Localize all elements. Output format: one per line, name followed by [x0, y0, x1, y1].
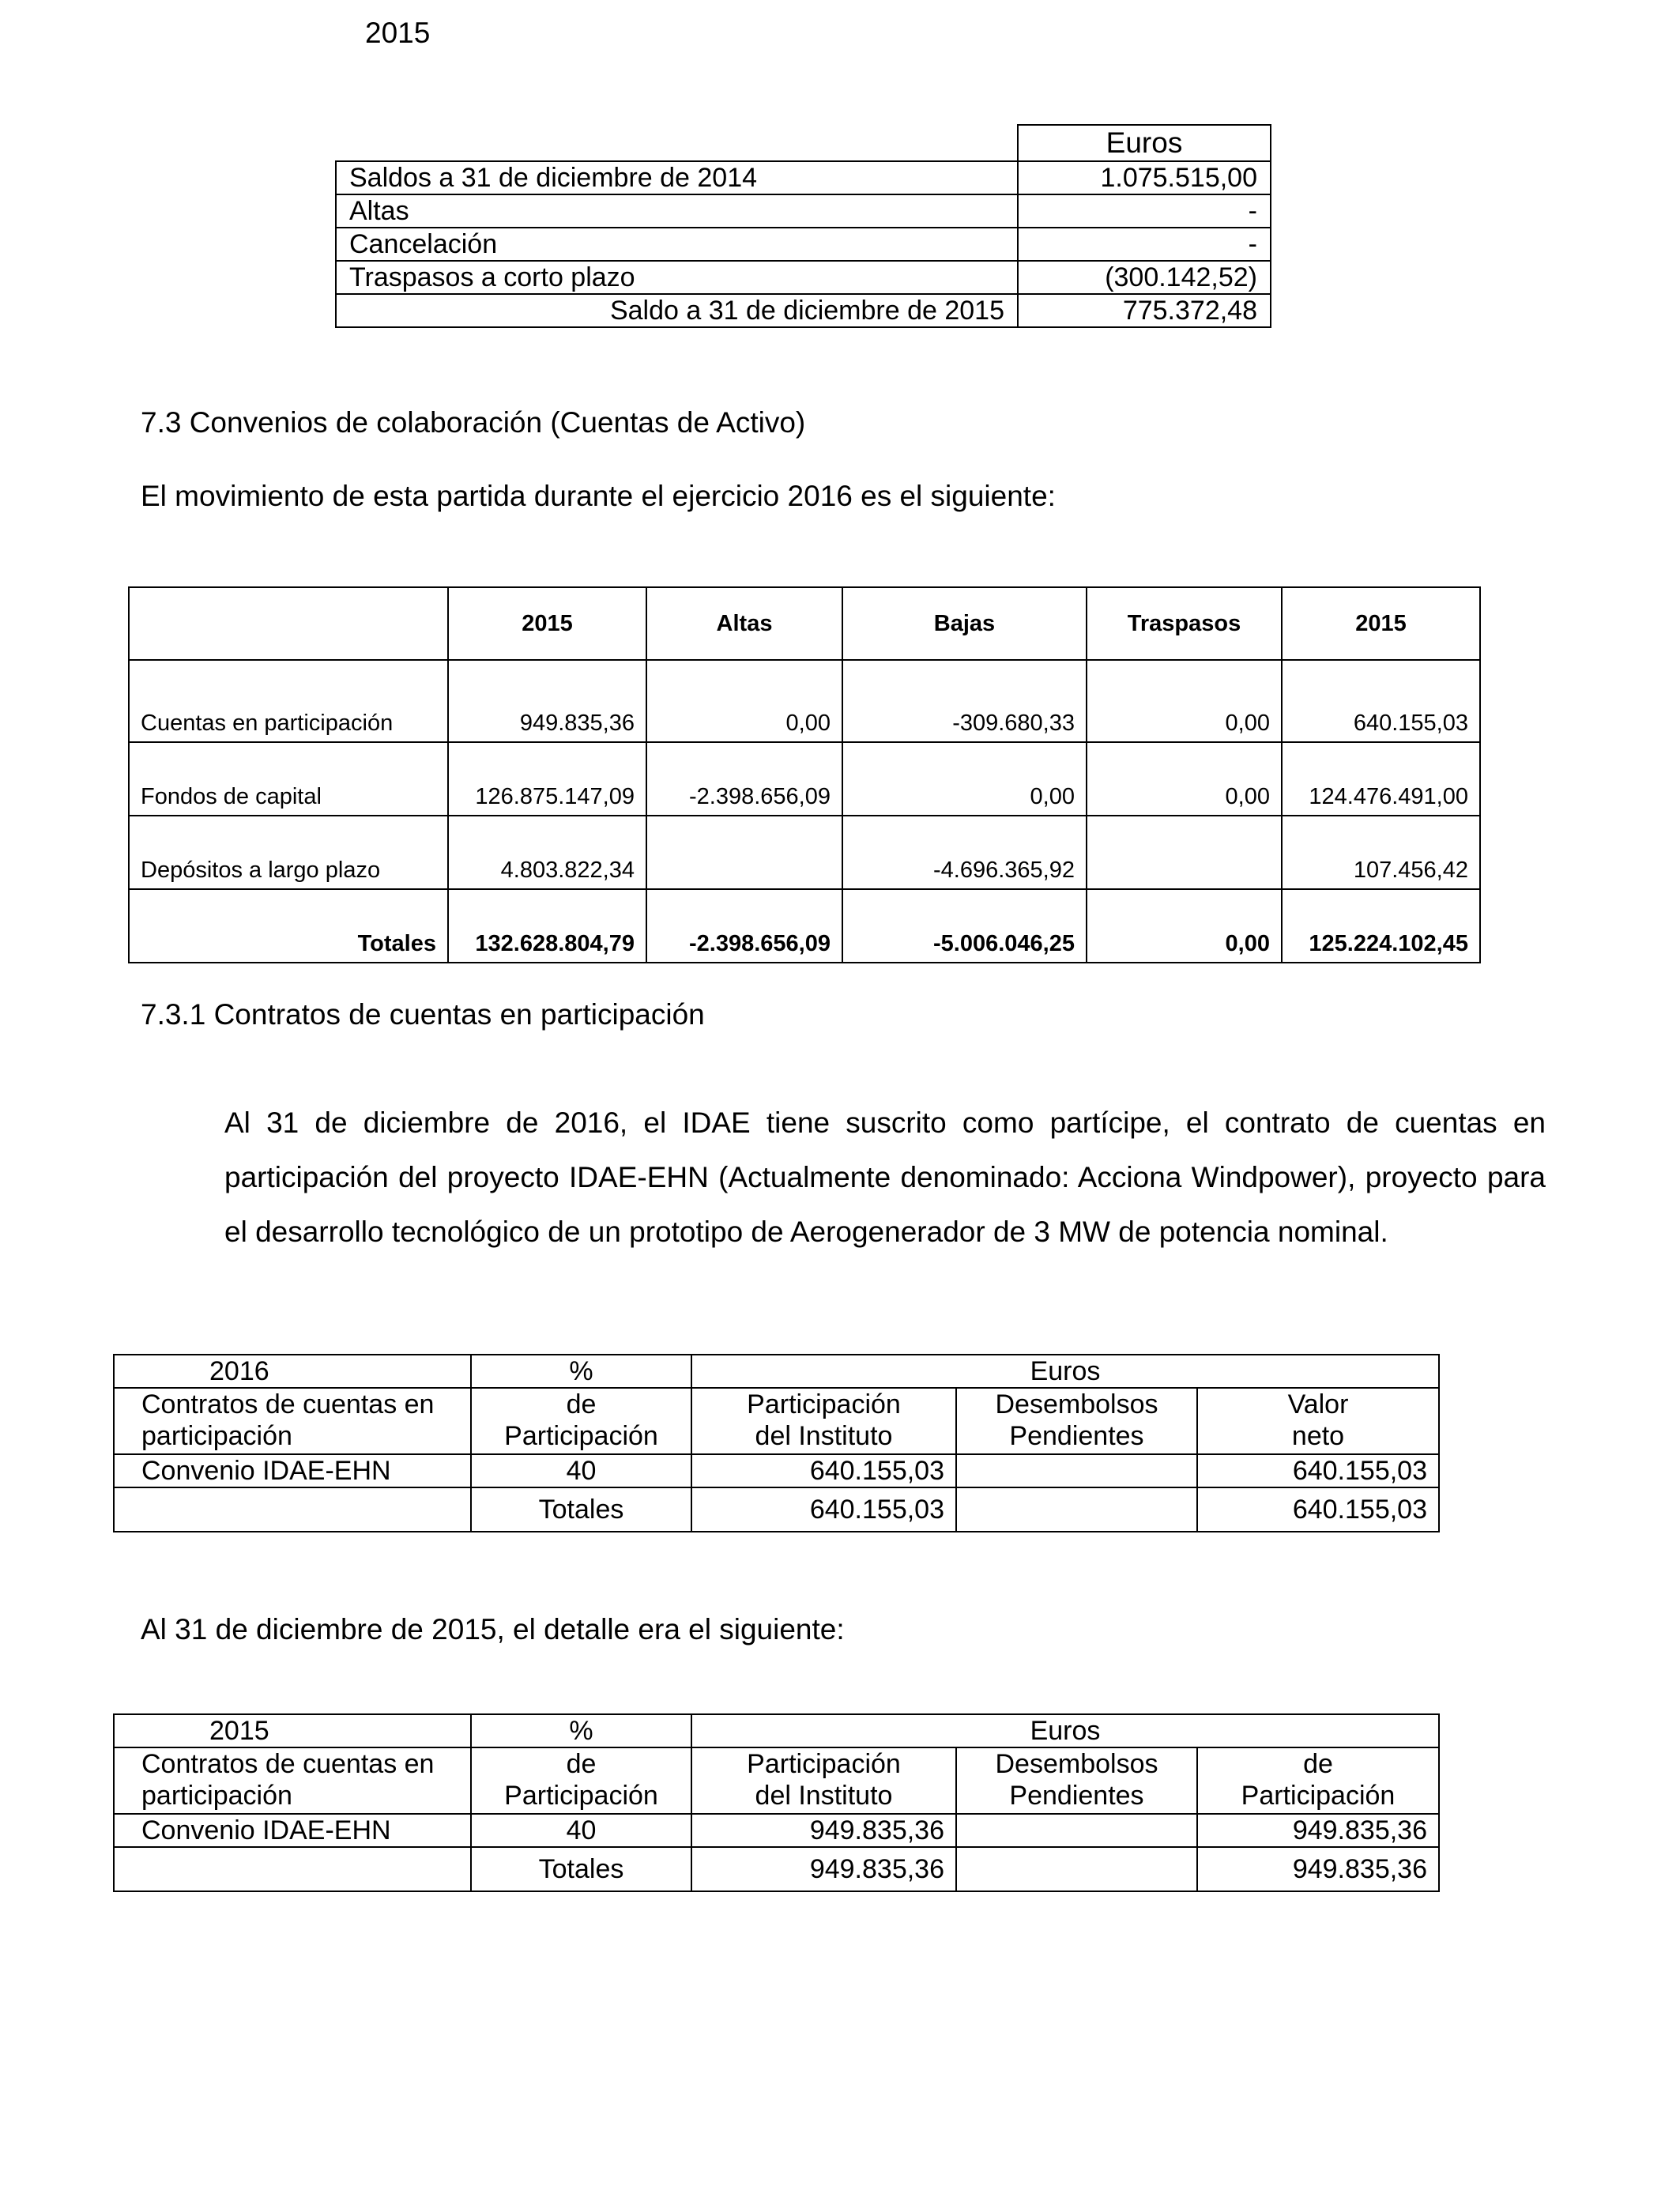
header-line: participación	[141, 1421, 292, 1451]
cell-value: 640.155,03	[1282, 660, 1480, 742]
table-row	[114, 1454, 1439, 1487]
total-value: -5.006.046,25	[842, 889, 1087, 963]
cell-value: 949.835,36	[691, 1814, 956, 1847]
header-line: Participación	[504, 1781, 658, 1811]
cell-value: 0,00	[1087, 742, 1282, 816]
totals-row	[114, 1847, 1439, 1891]
contracts-table-top-header	[114, 1355, 1439, 1388]
total-value: 949.835,36	[1197, 1847, 1439, 1891]
cell-value: 949.835,36	[448, 660, 646, 742]
section-heading-7-3-1: 7.3.1 Contratos de cuentas en participación	[141, 998, 705, 1031]
row-label: Cancelación	[336, 228, 1018, 261]
contracts-table-header	[114, 1388, 1439, 1454]
cell-value: 640.155,03	[1197, 1454, 1439, 1487]
row-value: -	[1018, 228, 1271, 261]
year-header: 2016	[114, 1355, 471, 1388]
total-value: 132.628.804,79	[448, 889, 646, 963]
header-line: Pendientes	[1009, 1781, 1144, 1811]
euros-header: Euros	[691, 1355, 1439, 1388]
cell-value	[956, 1454, 1197, 1487]
header-cell	[956, 1388, 1197, 1454]
row-label: Traspasos a corto plazo	[336, 261, 1018, 294]
header-cell: Traspasos	[1087, 587, 1282, 660]
table-row	[336, 194, 1271, 228]
total-value	[956, 1847, 1197, 1891]
row-label: Cuentas en participación	[129, 660, 448, 742]
total-value: 0,00	[1087, 889, 1282, 963]
cell-value	[1087, 816, 1282, 889]
contracts-table-header	[114, 1747, 1439, 1814]
cell-value: 0,00	[842, 742, 1087, 816]
euros-header: Euros	[1018, 125, 1271, 161]
contracts-table-2015	[113, 1713, 1440, 1892]
total-value: 640.155,03	[691, 1487, 956, 1532]
header-line: Contratos de cuentas en	[141, 1389, 435, 1419]
cell-value	[114, 1847, 471, 1891]
totals-label: Totales	[471, 1487, 691, 1532]
table-row	[129, 660, 1480, 742]
row-label: Convenio IDAE-EHN	[114, 1454, 471, 1487]
header-cell	[471, 1747, 691, 1814]
row-value: 775.372,48	[1018, 294, 1271, 327]
totals-row	[114, 1487, 1439, 1532]
header-line: Contratos de cuentas en	[141, 1749, 435, 1779]
cell-value: -309.680,33	[842, 660, 1087, 742]
contracts-table-top-header	[114, 1714, 1439, 1747]
section-heading-7-3: 7.3 Convenios de colaboración (Cuentas de Activo)	[141, 406, 806, 439]
contracts-table-2016	[113, 1354, 1440, 1532]
cell-value: 40	[471, 1454, 691, 1487]
header-cell	[956, 1747, 1197, 1814]
cell-value	[114, 1487, 471, 1532]
header-cell: 2015	[448, 587, 646, 660]
header-cell	[1197, 1747, 1439, 1814]
header-cell: 2015	[1282, 587, 1480, 660]
header-line: del Instituto	[755, 1421, 893, 1451]
row-label: Altas	[336, 194, 1018, 228]
header-line: Pendientes	[1009, 1421, 1144, 1451]
header-cell	[129, 587, 448, 660]
row-label: Saldo a 31 de diciembre de 2015	[336, 294, 1018, 327]
header-line: Participación	[1241, 1781, 1396, 1811]
header-cell	[1197, 1388, 1439, 1454]
euros-header: Euros	[691, 1714, 1439, 1747]
row-value: -	[1018, 194, 1271, 228]
header-line: participación	[141, 1781, 292, 1811]
header-line: Desembolsos	[995, 1749, 1158, 1779]
balance-table	[335, 124, 1271, 328]
header-cell	[114, 1747, 471, 1814]
cell-value: 124.476.491,00	[1282, 742, 1480, 816]
cell-value: -2.398.656,09	[646, 742, 842, 816]
cell-value	[646, 816, 842, 889]
movement-table	[128, 586, 1481, 963]
movement-table-header	[129, 587, 1480, 660]
header-cell: Altas	[646, 587, 842, 660]
year-header: 2015	[114, 1714, 471, 1747]
section-intro: El movimiento de esta partida durante el ejercicio 2016 es el siguiente:	[141, 480, 1056, 512]
pct-header: %	[471, 1714, 691, 1747]
header-line: Valor	[1287, 1389, 1349, 1419]
totals-row	[129, 889, 1480, 963]
cell-value: 40	[471, 1814, 691, 1847]
header-line: Participación	[747, 1389, 901, 1419]
cell-value: -4.696.365,92	[842, 816, 1087, 889]
total-value: 640.155,03	[1197, 1487, 1439, 1532]
total-value: 949.835,36	[691, 1847, 956, 1891]
header-line: del Instituto	[755, 1781, 893, 1811]
header-line: Participación	[747, 1749, 901, 1779]
header-cell: Bajas	[842, 587, 1087, 660]
header-cell	[471, 1388, 691, 1454]
cell-value	[956, 1814, 1197, 1847]
cell-value: 107.456,42	[1282, 816, 1480, 889]
row-value: 1.075.515,00	[1018, 161, 1271, 194]
row-value: (300.142,52)	[1018, 261, 1271, 294]
page-header-year: 2015	[365, 17, 431, 49]
header-cell	[691, 1747, 956, 1814]
table-row	[336, 261, 1271, 294]
header-line: Desembolsos	[995, 1389, 1158, 1419]
table-row	[336, 228, 1271, 261]
cell-value: 640.155,03	[691, 1454, 956, 1487]
header-line: de	[566, 1389, 597, 1419]
table-row	[129, 742, 1480, 816]
cell-value: 949.835,36	[1197, 1814, 1439, 1847]
header-line: Participación	[504, 1421, 658, 1451]
row-label: Depósitos a largo plazo	[129, 816, 448, 889]
cell-value: 126.875.147,09	[448, 742, 646, 816]
total-value: 125.224.102,45	[1282, 889, 1480, 963]
row-label: Convenio IDAE-EHN	[114, 1814, 471, 1847]
cell-value: 0,00	[646, 660, 842, 742]
row-label: Fondos de capital	[129, 742, 448, 816]
detail-intro: Al 31 de diciembre de 2015, el detalle era el siguiente:	[141, 1613, 845, 1646]
row-label: Saldos a 31 de diciembre de 2014	[336, 161, 1018, 194]
pct-header: %	[471, 1355, 691, 1388]
header-line: de	[1303, 1749, 1333, 1779]
table-row	[129, 816, 1480, 889]
table-row	[336, 294, 1271, 327]
header-line: neto	[1291, 1421, 1345, 1451]
balance-table-header-row	[336, 125, 1271, 161]
table-row	[114, 1814, 1439, 1847]
section-paragraph: Al 31 de diciembre de 2016, el IDAE tiene suscrito como partícipe, el contrato de cuentas en participación del proyecto IDAE-EHN (Actualmente denominado: Acciona Windpower), proyecto para el desarrollo tecnológico de un prototipo de Aerogenerador de 3 MW de potencia nominal.	[224, 1106, 1546, 1248]
header-line: de	[566, 1749, 597, 1779]
total-value: -2.398.656,09	[646, 889, 842, 963]
totals-label: Totales	[129, 889, 448, 963]
header-cell	[114, 1388, 471, 1454]
header-cell	[691, 1388, 956, 1454]
cell-value: 4.803.822,34	[448, 816, 646, 889]
totals-label: Totales	[471, 1847, 691, 1891]
cell-value: 0,00	[1087, 660, 1282, 742]
table-row	[336, 161, 1271, 194]
total-value	[956, 1487, 1197, 1532]
